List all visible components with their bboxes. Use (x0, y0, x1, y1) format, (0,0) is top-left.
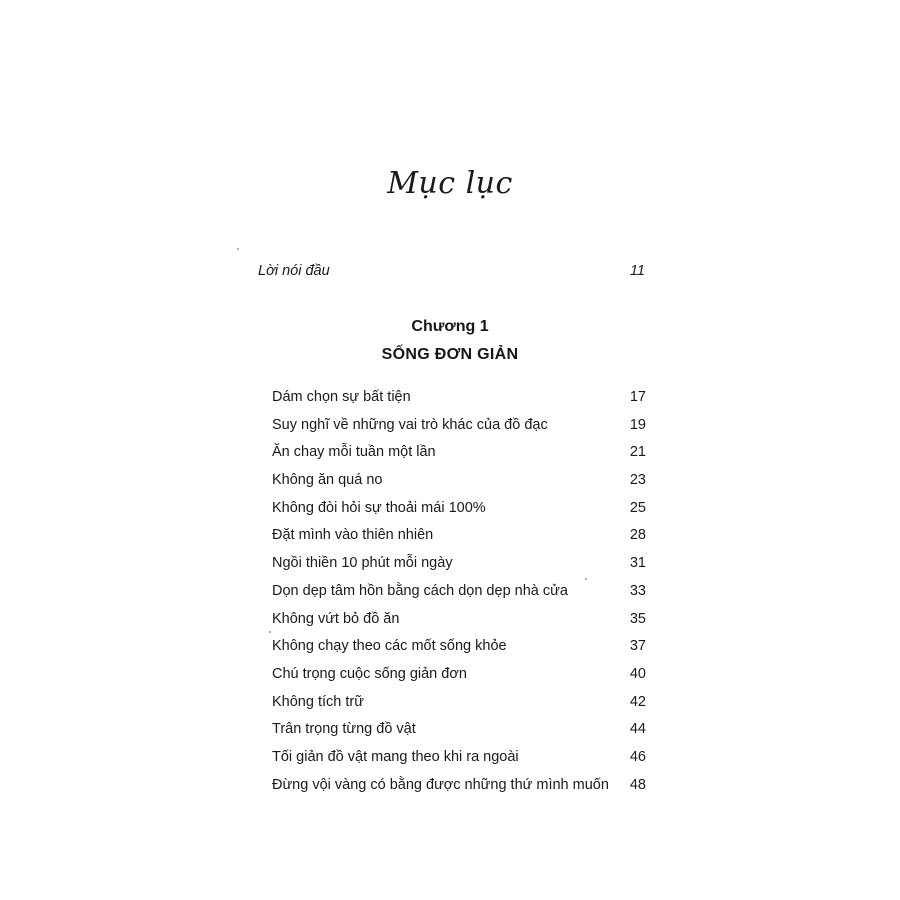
toc-entry-page-number: 37 (629, 638, 646, 655)
toc-entry (272, 386, 646, 414)
toc-entry-label: Đặt mình vào thiên nhiên (272, 527, 434, 544)
toc-entry-page-number: 31 (629, 555, 646, 572)
toc-entry-label: Đừng vội vàng có bằng được những thứ mình muốn (272, 776, 609, 793)
toc-entry-page-number: 46 (629, 748, 646, 765)
preface-page-number: 11 (629, 263, 645, 279)
toc-entry (272, 691, 646, 719)
toc-entry-page-number: 21 (629, 444, 646, 461)
toc-entry (272, 746, 646, 774)
toc-entry-label: Ăn chay mỗi tuần một lần (272, 444, 436, 461)
toc-entry (272, 524, 646, 552)
toc-entry-label: Trân trọng từng đồ vật (272, 721, 416, 738)
chapter-entries-list (272, 386, 646, 801)
toc-entry-page-number: 17 (629, 389, 646, 405)
toc-entry (272, 635, 646, 663)
toc-entry-label: Không đòi hỏi sự thoải mái 100% (272, 499, 486, 516)
toc-entry-label: Dám chọn sự bất tiện (272, 389, 411, 405)
toc-entry (272, 608, 646, 636)
toc-entry-label: Ngồi thiền 10 phút mỗi ngày (272, 555, 453, 572)
toc-entry (272, 774, 646, 802)
toc-entry-page-number: 25 (629, 499, 646, 516)
toc-entry (272, 718, 646, 746)
toc-entry-page-number: 28 (629, 527, 646, 544)
toc-entry-label: Suy nghĩ về những vai trò khác của đồ đạc (272, 416, 548, 433)
preface-label: Lời nói đầu (258, 263, 330, 279)
toc-entry-label: Chú trọng cuộc sống giản đơn (272, 665, 467, 682)
chapter-number: Chương 1 (411, 318, 489, 335)
toc-entry-page-number: 44 (629, 721, 646, 738)
toc-entry-page-number: 40 (629, 665, 646, 682)
toc-entry-label: Tối giản đồ vật mang theo khi ra ngoài (272, 748, 519, 765)
preface-entry (258, 263, 645, 285)
scan-speck (237, 248, 239, 250)
toc-entry-label: Không chạy theo các mốt sống khỏe (272, 638, 507, 655)
toc-entry-page-number: 19 (629, 416, 646, 433)
toc-entry (272, 469, 646, 497)
toc-entry-page-number: 35 (629, 610, 646, 627)
toc-entry (272, 580, 646, 608)
toc-entry (272, 663, 646, 691)
toc-entry-label: Không ăn quá no (272, 472, 383, 489)
toc-title: Mục lục (387, 166, 513, 201)
toc-entry-label: Không vứt bỏ đồ ăn (272, 610, 400, 627)
toc-entry-page-number: 48 (629, 776, 646, 793)
toc-entry (272, 414, 646, 442)
toc-entry-page-number: 42 (629, 693, 646, 710)
toc-entry (272, 441, 646, 469)
toc-entry-page-number: 23 (629, 472, 646, 489)
toc-entry-label: Dọn dẹp tâm hồn bằng cách dọn dẹp nhà cửa (272, 582, 568, 599)
chapter-title: SỐNG ĐƠN GIẢN (381, 346, 519, 363)
scan-speck (269, 631, 271, 633)
toc-entry-page-number: 33 (629, 582, 646, 599)
scan-speck (585, 578, 587, 580)
toc-entry-label: Không tích trữ (272, 693, 364, 710)
toc-entry (272, 497, 646, 525)
toc-entry (272, 552, 646, 580)
